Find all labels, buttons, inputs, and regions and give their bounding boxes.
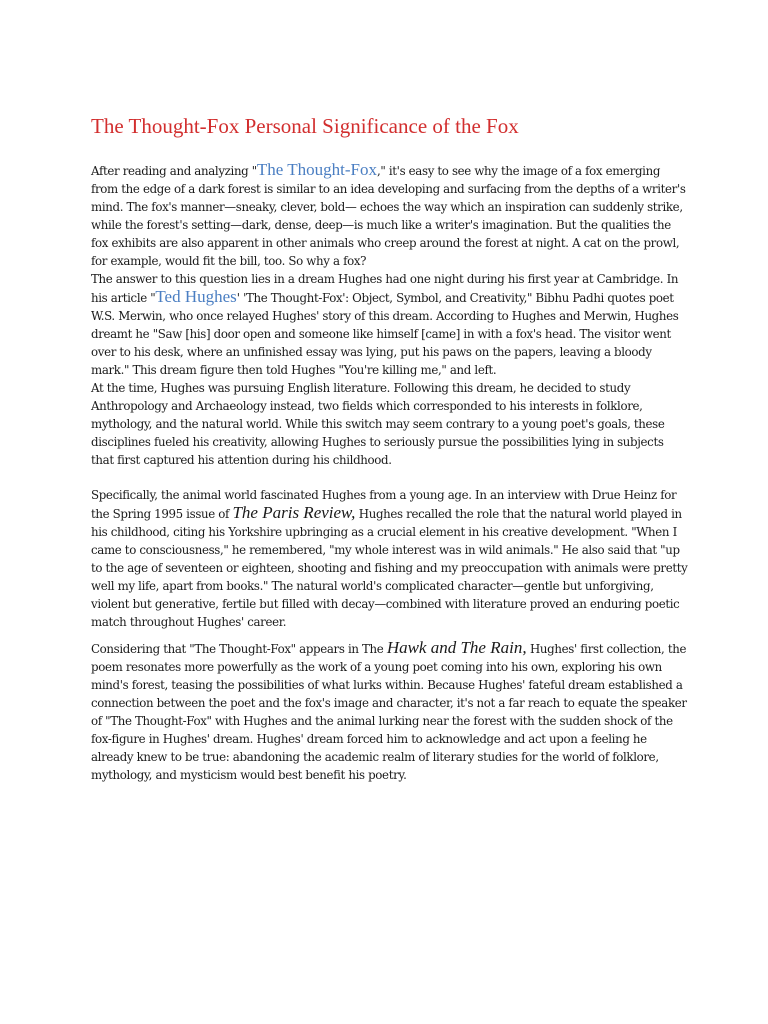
- paragraph-5-text-end: Hughes' first collection, the poem resonates more powerfully as the work of a young poet coming into his own, exploring his own mind's forest, teasing the possibilities of what lurks within. Because Hughes' fateful dream established a connection between the poet and the fox's image and character, it's not a far reach to equate the speaker of "The Thought-Fox" with Hughes and the animal lurking near the forest with the sudden shock of the fox-figure in Hughes' dream. Hughes' dream forced him to acknowledge and act upon a feeling he already knew to be true: abandoning the academic realm of literary studies for the world of folklore, mythology, and mysticism would best benefit his poetry.: [91, 642, 687, 783]
- paragraph-3: At the time, Hughes was pursuing English literature. Following this dream, he decided to study Anthropology and Archaeology instead, two fields which corresponded to his interests in folklore, mythology, and the natural world. While this switch may seem contrary to a young poet's goals, these disciplines fueled his creativity, allowing Hughes to seriously pursue the possibilities lying in subjects that first captured his attention during his childhood.: [91, 381, 665, 468]
- paragraph-2-text-end: ' 'The Thought-Fox': Object, Symbol, and Creativity," Bibhu Padhi quotes poet W.S. Merwin, who once relayed Hughes' story of this dream. According to Hughes and Merwin, Hughes dreamt he "Saw [his] door open and someone like himself [came] in with a fox's head. The visitor went over to his desk, where an unfinished essay was lying, put his paws on the papers, leaving a bloody mark." This dream figure then told Hughes "You're killing me," and left.: [91, 291, 679, 378]
- paragraph-5: [91, 639, 688, 784]
- document-title: The Thought-Fox Personal Significance of the Fox: [91, 114, 519, 138]
- paragraph-2: [91, 270, 688, 379]
- thought-fox-link[interactable]: The Thought-Fox: [256, 160, 377, 180]
- paris-review-title: The Paris Review,: [232, 503, 356, 523]
- paragraph-1-text-end: ," it's easy to see why the image of a fox emerging from the edge of a dark forest is similar to an idea developing and surfacing from the depths of a writer's mind. The fox's manner—sneaky, clever, bold— echoes the way which an inspiration can suddenly strike, while the forest's setting—dark, dense, deep—is much like a writer's imagination. But the qualities the fox exhibits are also apparent in other animals who creep around the forest at night. A cat on the prowl, for example, would fit the bill, too. So why a fox?: [91, 164, 686, 269]
- paragraph-5-text-start: Considering that "The Thought-Fox" appears in The: [91, 642, 387, 657]
- paragraph-1-text-start: After reading and analyzing ": [91, 164, 257, 179]
- hawk-and-rain-title: Hawk and The Rain,: [386, 638, 527, 658]
- paragraph-1: [91, 161, 688, 270]
- paragraph-4: [91, 486, 688, 631]
- paragraph-2-text-start: The answer to this question lies in a dream Hughes had one night during his first year at Cambridge. In his article ": [91, 272, 679, 306]
- ted-hughes-link[interactable]: Ted Hughes: [155, 287, 237, 307]
- paragraph-4-text-end: Hughes recalled the role that the natural world played in his childhood, citing his Yorkshire upbringing as a crucial element in his creative development. "When I came to consciousness," he remembered, "my whole interest was in wild animals." He also said that "up to the age of seventeen or eighteen, shooting and fishing and my preoccupation with animals were pretty well my life, apart from books." The natural world's complicated character—gentle but unforgiving, violent but generative, fertile but filled with decay—combined with literature proved an enduring poetic match throughout Hughes' career.: [91, 507, 688, 630]
- paragraph-4-text-start: Specifically, the animal world fascinated Hughes from a young age. In an interview with Drue Heinz for the Spring 1995 issue of: [91, 488, 677, 522]
